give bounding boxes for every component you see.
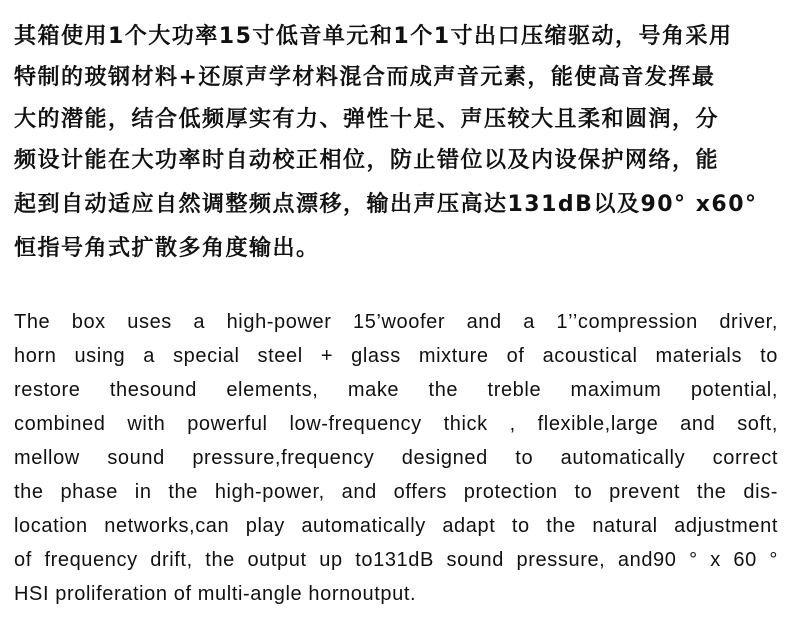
english-line: The box uses a high-power 15’woofer and a 1’’compression driver, [14,311,778,333]
english-line: HSI proliferation of multi-angle hornoutput. [14,583,417,605]
chinese-line: 频设计能在大功率时自动校正相位，防止错位以及内设保护网络，能 [14,148,720,173]
english-line: restore thesound elements, make the treble maximum potential, [14,379,778,401]
chinese-line: 特制的玻钢材料+还原声学材料混合而成声音元素，能使高音发挥最 [14,65,716,90]
english-line: of frequency drift, the output up to131dB sound pressure, and90 ° x 60 ° [14,549,778,571]
english-line: horn using a special steel + glass mixture of acoustical materials to [14,345,778,367]
english-line: location networks,can play automatically adapt to the natural adjustment [14,515,778,537]
chinese-line: 恒指号角式扩散多角度输出。 [14,236,320,261]
chinese-line: 起到自动适应自然调整频点漂移，输出声压高达131dB以及90° x60° [14,192,758,217]
english-line: mellow sound pressure,frequency designed to automatically correct [14,447,778,469]
chinese-line: 大的潜能，结合低频厚实有力、弹性十足、声压较大且柔和圆润，分 [14,107,720,132]
english-line: combined with powerful low-frequency thick , flexible,large and soft, [14,413,778,435]
english-line: the phase in the high-power, and offers protection to prevent the dis- [14,481,778,503]
chinese-line: 其箱使用1个大功率15寸低音单元和1个1寸出口压缩驱动，号角采用 [14,24,733,49]
